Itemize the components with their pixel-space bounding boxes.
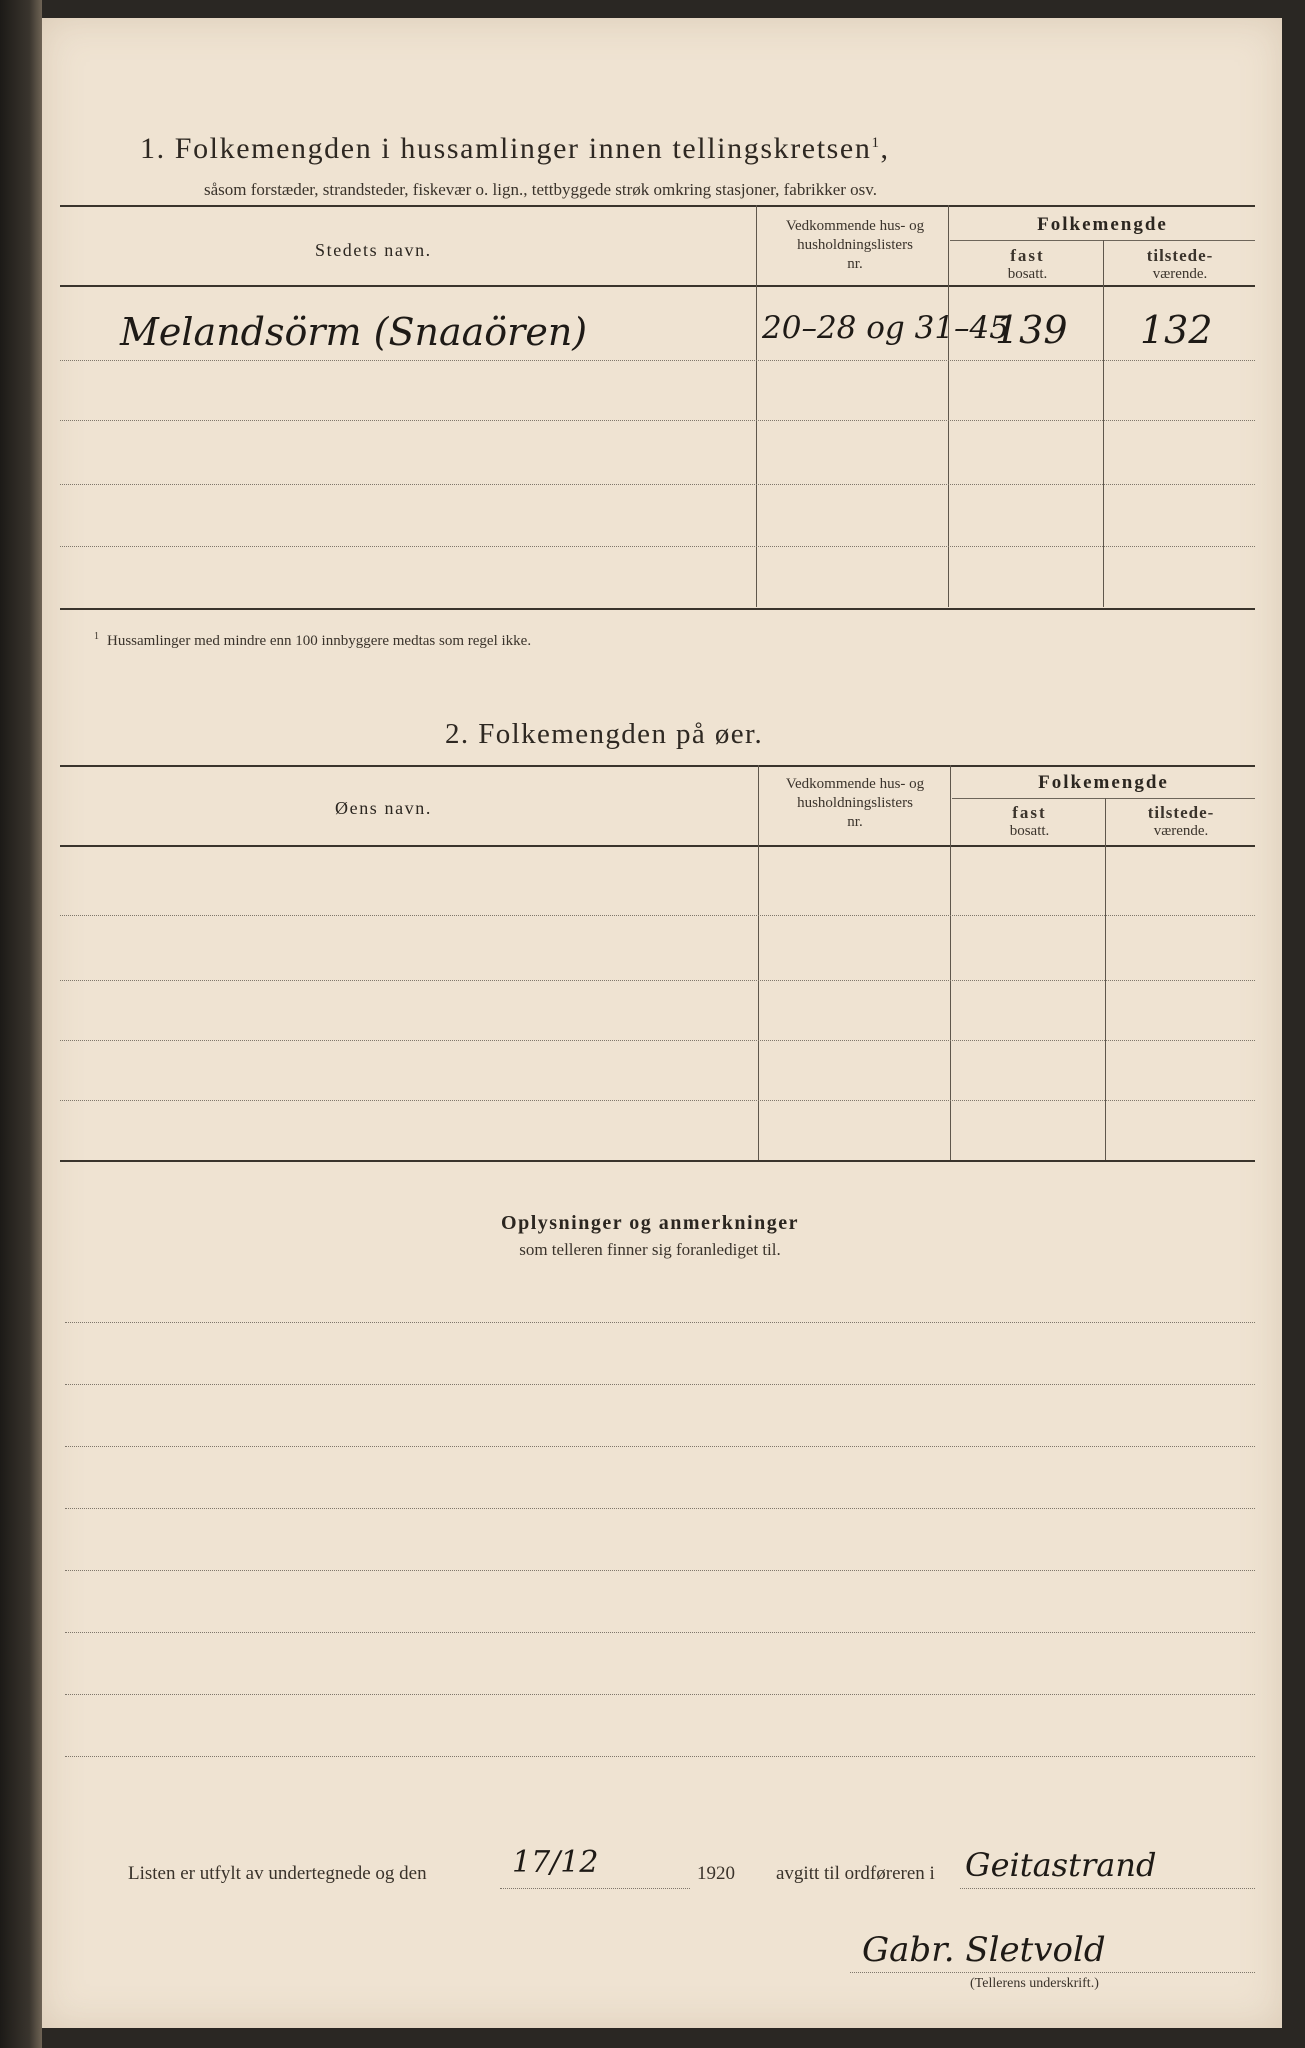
table1-col-name: Stedets navn. <box>315 240 432 260</box>
table2-col-lists-line1: Vedkommende hus- og <box>785 776 925 792</box>
notes-line <box>65 1694 1255 1695</box>
table1-col-pop: Folkemengde <box>1037 214 1168 235</box>
section2-title: 2. Folkemengden på øer. <box>445 718 764 750</box>
signature-line <box>850 1972 1255 1973</box>
table1-row-rule <box>60 546 1255 547</box>
table1-col-fast-line1: fast <box>1010 246 1045 265</box>
table2-col-lists-line3: nr. <box>847 814 863 830</box>
table1-top-rule <box>60 205 1255 207</box>
table2-col-til-line2: værende. <box>1153 823 1209 839</box>
section1-title-text: 1. Folkemengden i hussamlinger innen tellingskretsen <box>140 132 872 165</box>
table2-bottom-rule <box>60 1160 1255 1162</box>
table1-row1-til: 132 <box>1140 308 1213 352</box>
table2-col-til-line1: tilstede- <box>1147 803 1215 822</box>
notes-line <box>65 1384 1255 1385</box>
table2-row-rule <box>60 1100 1255 1101</box>
section1-subtitle: såsom forstæder, strandsteder, fiskevær o. lign., tettbyggede strøk omkring stasjoner, fabrikker osv. <box>204 180 877 199</box>
section3-subtitle: som telleren finner sig foranlediget til. <box>519 1240 781 1259</box>
section3-title: Oplysninger og anmerkninger <box>501 1212 799 1234</box>
table2-row-rule <box>60 915 1255 916</box>
notes-line <box>65 1756 1255 1757</box>
table1-vline-3 <box>1103 240 1104 607</box>
signature: Gabr. Sletvold <box>862 1930 1106 1970</box>
footnote-mark: 1 <box>94 631 99 642</box>
table2-vline-3 <box>1105 798 1106 1160</box>
table1-col-til-line1: tilstede- <box>1146 246 1214 265</box>
table1-col-lists <box>760 217 950 274</box>
table1-col-til-line2: værende. <box>1152 266 1208 282</box>
table2-col-name: Øens navn. <box>335 798 432 818</box>
signature-caption: (Tellerens underskrift.) <box>970 1976 1099 1991</box>
notes-line <box>65 1446 1255 1447</box>
table1-row-rule <box>60 484 1255 485</box>
closing-place: Geitastrand <box>965 1846 1157 1884</box>
table2-col-lists-line2: husholdningslisters <box>797 795 913 811</box>
table2-pop-sub-rule <box>952 798 1255 799</box>
closing-year: 1920 <box>697 1863 735 1884</box>
table1-header-rule <box>60 285 1255 287</box>
section1-title-tail: , <box>880 132 890 165</box>
table1-col-fast <box>950 246 1105 284</box>
closing-date: 17/12 <box>512 1845 599 1880</box>
date-line <box>500 1888 690 1889</box>
table1-col-fast-line2: bosatt. <box>1007 266 1048 282</box>
footnote-text: Hussamlinger med mindre enn 100 innbyggere medtas som regel ikke. <box>107 633 532 649</box>
closing-text-a: Listen er utfylt av undertegnede og den <box>128 1863 427 1884</box>
binding-edge <box>0 0 42 2048</box>
closing-text-b: avgitt til ordføreren i <box>776 1863 935 1884</box>
notes-line <box>65 1508 1255 1509</box>
table2-row-rule <box>60 980 1255 981</box>
notes-line <box>65 1632 1255 1633</box>
table2-header-rule <box>60 845 1255 847</box>
table1-col-lists-line1: Vedkommende hus- og <box>785 218 925 234</box>
table1-row1-fast: 139 <box>995 308 1068 352</box>
table2-col-fast-line1: fast <box>1012 803 1047 822</box>
table2-col-pop: Folkemengde <box>1038 772 1169 793</box>
table2-top-rule <box>60 765 1255 767</box>
section1-title <box>140 132 890 166</box>
table2-row-rule <box>60 1040 1255 1041</box>
notes-line <box>65 1322 1255 1323</box>
footnote <box>94 631 531 650</box>
table1-row1-lists: 20–28 og 31–45 <box>762 310 1010 346</box>
table1-row1-name: Melandsörm (Snaaören) <box>120 310 588 354</box>
table1-col-til <box>1105 246 1255 284</box>
section1-title-footnote-mark: 1 <box>871 135 881 151</box>
table1-row-rule <box>60 420 1255 421</box>
table2-col-lists <box>760 775 950 832</box>
notes-line <box>65 1570 1255 1571</box>
table1-bottom-rule <box>60 608 1255 610</box>
table2-col-fast <box>952 803 1107 841</box>
table2-col-til <box>1107 803 1255 841</box>
place-line <box>960 1888 1255 1889</box>
table1-row-rule <box>60 360 1255 361</box>
table1-col-lists-line3: nr. <box>847 256 863 272</box>
table2-col-fast-line2: bosatt. <box>1009 823 1050 839</box>
table1-col-lists-line2: husholdningslisters <box>797 237 913 253</box>
